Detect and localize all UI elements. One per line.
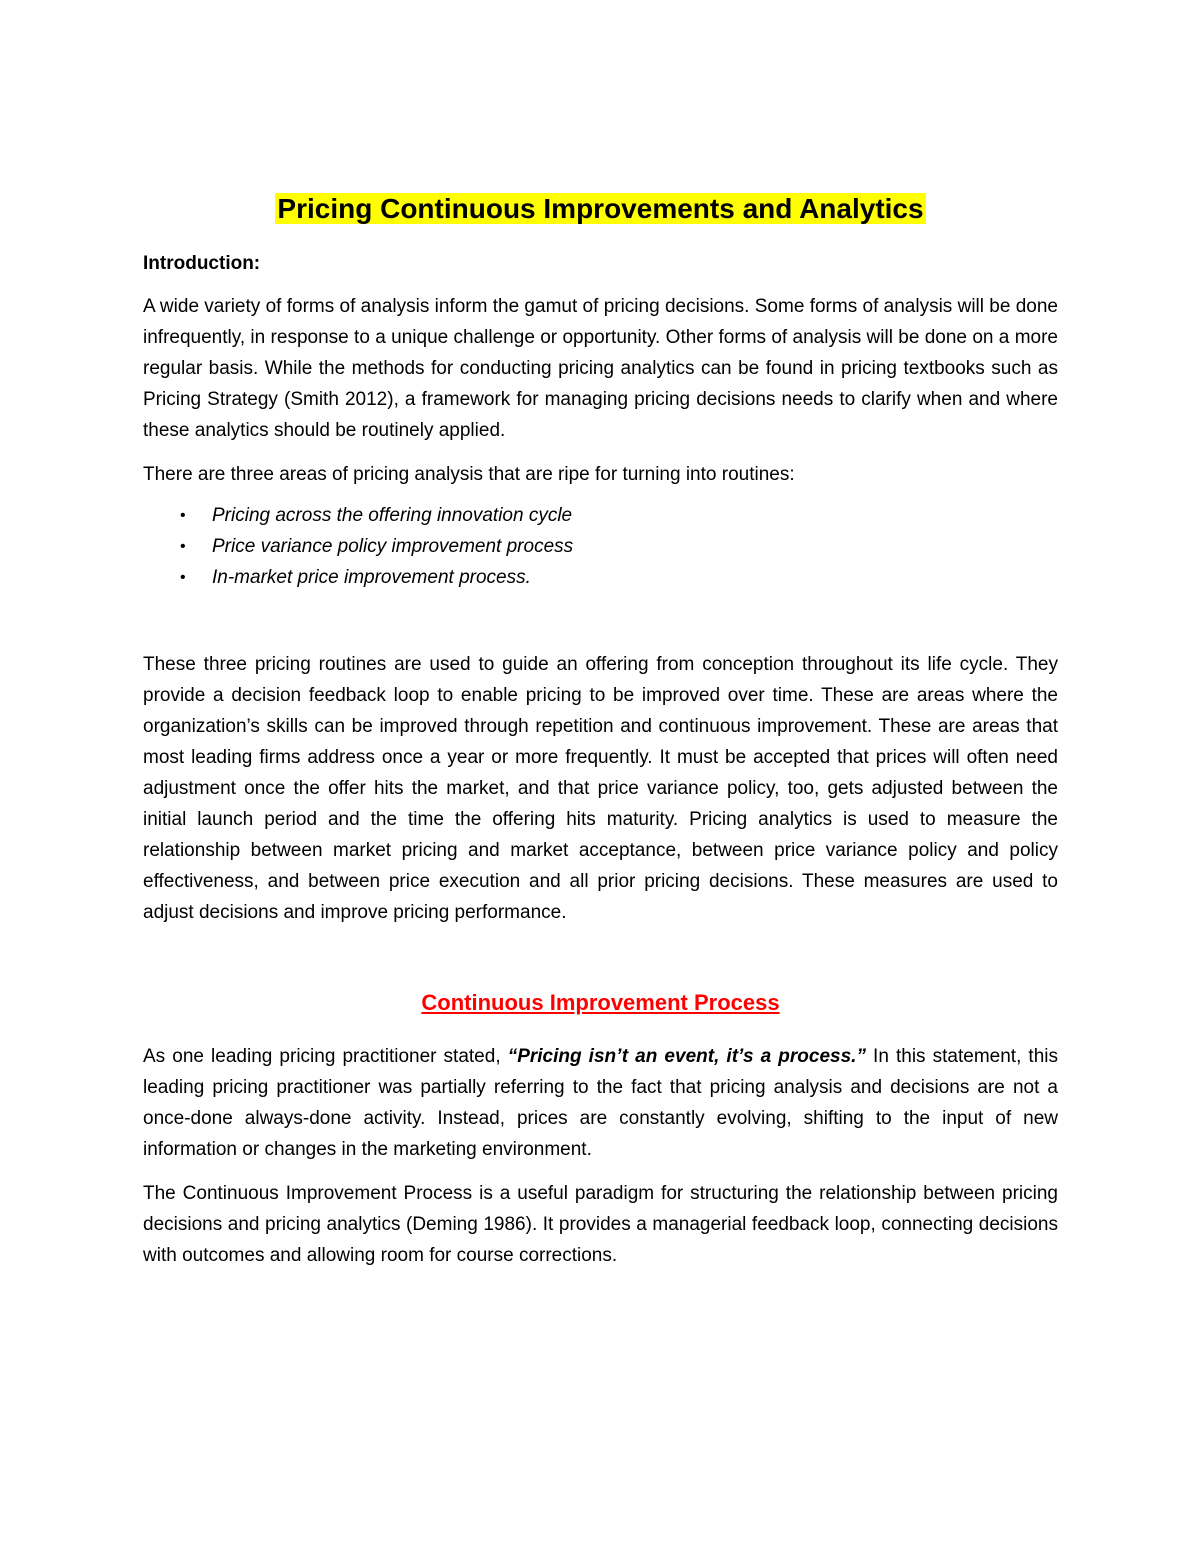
areas-lead-text: There are three areas of pricing analysis that are ripe for turning into routines: (143, 464, 795, 485)
bullet-icon: • (180, 538, 186, 555)
quote-intro-text: As one leading pricing practitioner stated, (143, 1046, 508, 1067)
intro-heading: Introduction: (143, 253, 261, 274)
document-body (143, 190, 1058, 1271)
cip-paragraph: The Continuous Improvement Process is a useful paradigm for structuring the relationship between pricing decisions and pricing analytics (Deming 1986). It provides a managerial feedback loop, connecting decisions with outcomes and allowing room for course corrections. (143, 1183, 1058, 1266)
spacer (143, 928, 1058, 987)
section-title-container (143, 987, 1058, 1027)
quote-rest-text: In this statement, this leading pricing practitioner was partially referring to the fact that pricing analysis and decisions are not a once-done always-done activity. Instead, prices are constantly evolving, shifting to the input of new information or changes in the marketing environment. (143, 1046, 1058, 1160)
list-item (143, 562, 1058, 593)
list-item-text: In-market price improvement process. (212, 567, 531, 588)
list-item-text: Price variance policy improvement process (212, 536, 574, 557)
practitioner-quote: “Pricing isn’t an event, it’s a process.” (507, 1046, 866, 1067)
areas-list (143, 500, 1058, 593)
spacer (143, 593, 1058, 649)
title-container (143, 190, 1058, 230)
section-title: Continuous Improvement Process (421, 990, 780, 1015)
list-item-text: Pricing across the offering innovation cycle (212, 505, 573, 526)
page-title: Pricing Continuous Improvements and Analytics (277, 193, 924, 224)
bullet-icon: • (180, 569, 186, 586)
list-item (143, 531, 1058, 562)
routines-paragraph: These three pricing routines are used to guide an offering from conception throughout its life cycle. They provide a decision feedback loop to enable pricing to be improved over time. These are areas where the organization’s skills can be improved through repetition and continuous improvement. These are areas that most leading firms address once a year or more frequently. It must be accepted that prices will often need adjustment once the offer hits the market, and that price variance policy, too, gets adjusted between the initial launch period and the time the offering hits maturity. Pricing analytics is used to measure the relationship between market pricing and market acceptance, between price variance policy and policy effectiveness, and between price execution and all prior pricing decisions. These measures are used to adjust decisions and improve pricing performance. (143, 654, 1058, 923)
bullet-icon: • (180, 507, 186, 524)
list-item (143, 500, 1058, 531)
intro-paragraph: A wide variety of forms of analysis inform the gamut of pricing decisions. Some forms of analysis will be done infrequently, in response to a unique challenge or opportunity. Other forms of analysis will be done on a more regular basis. While the methods for conducting pricing analytics can be found in pricing textbooks such as Pricing Strategy (Smith 2012), a framework for managing pricing decisions needs to clarify when and where these analytics should be routinely applied. (143, 296, 1058, 441)
quote-paragraph (143, 1041, 1058, 1165)
